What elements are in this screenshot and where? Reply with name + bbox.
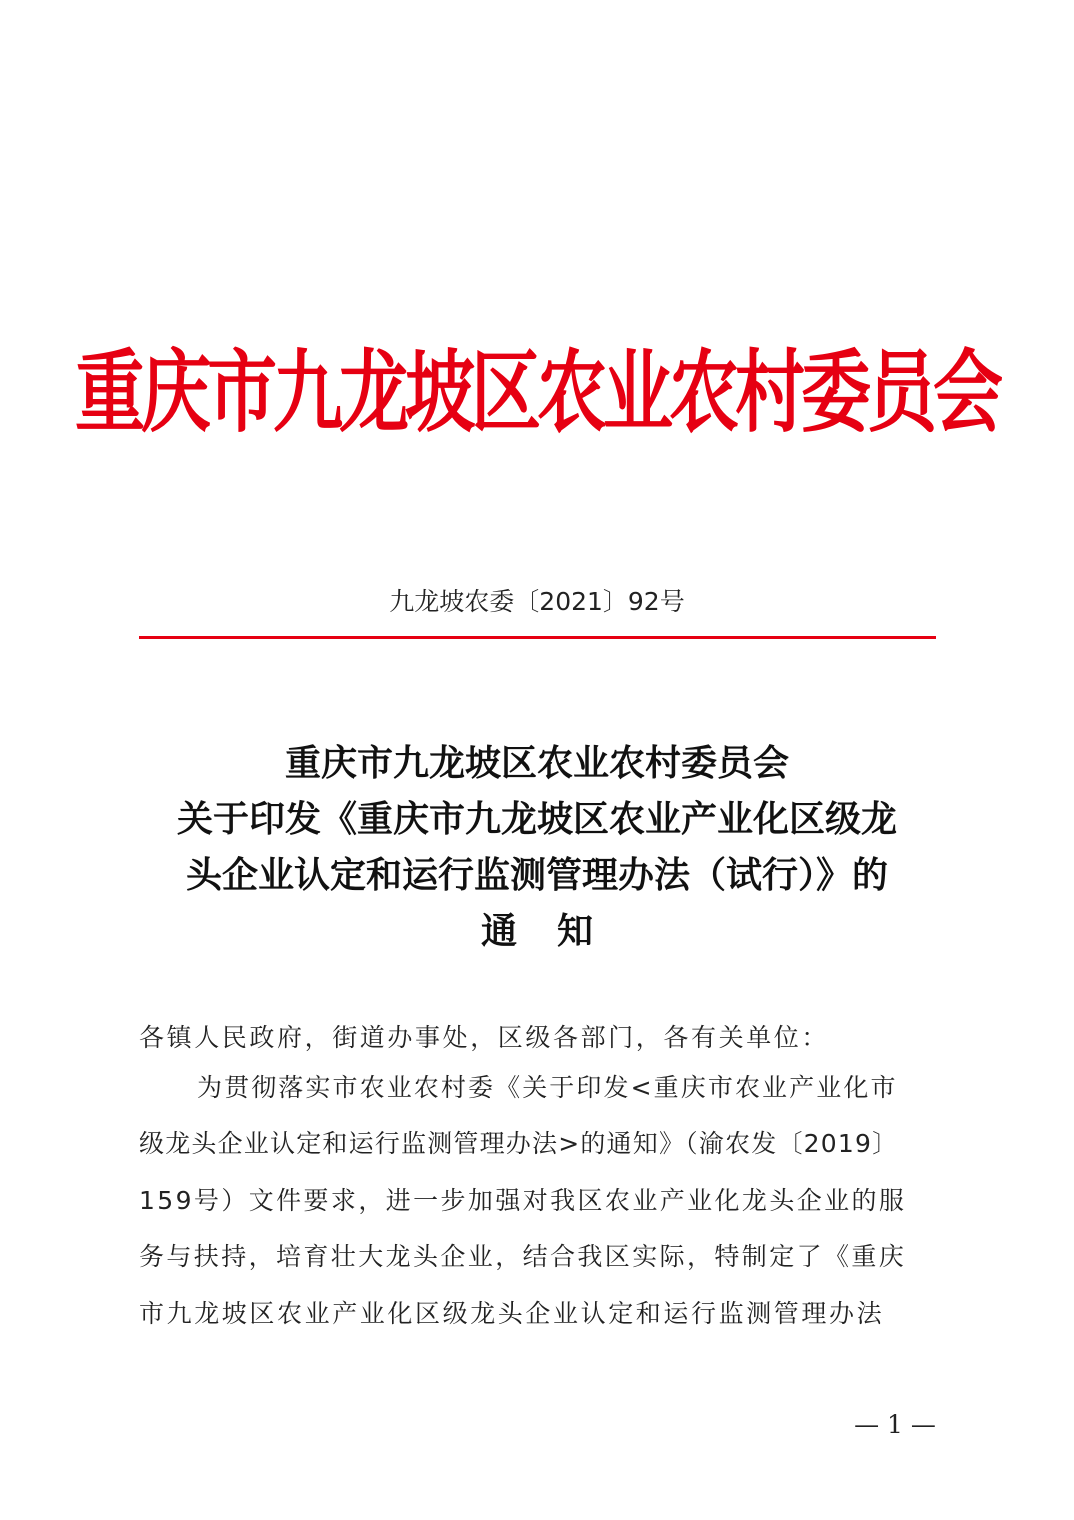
document-title	[130, 735, 944, 959]
document-number: 九龙坡农委〔2021〕92号	[389, 587, 685, 616]
page-number: — 1 —	[854, 1410, 936, 1439]
title-line-2: 关于印发《重庆市九龙坡区农业产业化区级龙	[176, 798, 897, 840]
paragraph-line: 务与扶持，培育壮大龙头企业，结合我区实际，特制定了《重庆	[139, 1242, 907, 1272]
paragraph-line: 159号）文件要求，进一步加强对我区农业产业化龙头企业的服	[139, 1185, 907, 1215]
paragraph-line: 为贯彻落实市农业农村委《关于印发<重庆市农业产业化市	[197, 1073, 898, 1102]
title-line-3: 头企业认定和运行监测管理办法（试行）》的	[185, 854, 888, 896]
organization-header: 重庆市九龙坡区农业农村委员会	[75, 340, 999, 446]
salutation: 各镇人民政府，街道办事处，区级各部门，各有关单位：	[139, 1023, 830, 1052]
title-line-4: 通知	[480, 910, 633, 952]
document-body	[139, 1015, 939, 1342]
paragraph-line: 市九龙坡区农业产业化区级龙头企业认定和运行监测管理办法	[139, 1298, 885, 1328]
paragraph-line: 级龙头企业认定和运行监测管理办法>的通知》（渝农发〔2019〕	[139, 1129, 899, 1159]
title-line-1: 重庆市九龙坡区农业农村委员会	[284, 742, 789, 784]
red-divider-line	[139, 636, 936, 639]
